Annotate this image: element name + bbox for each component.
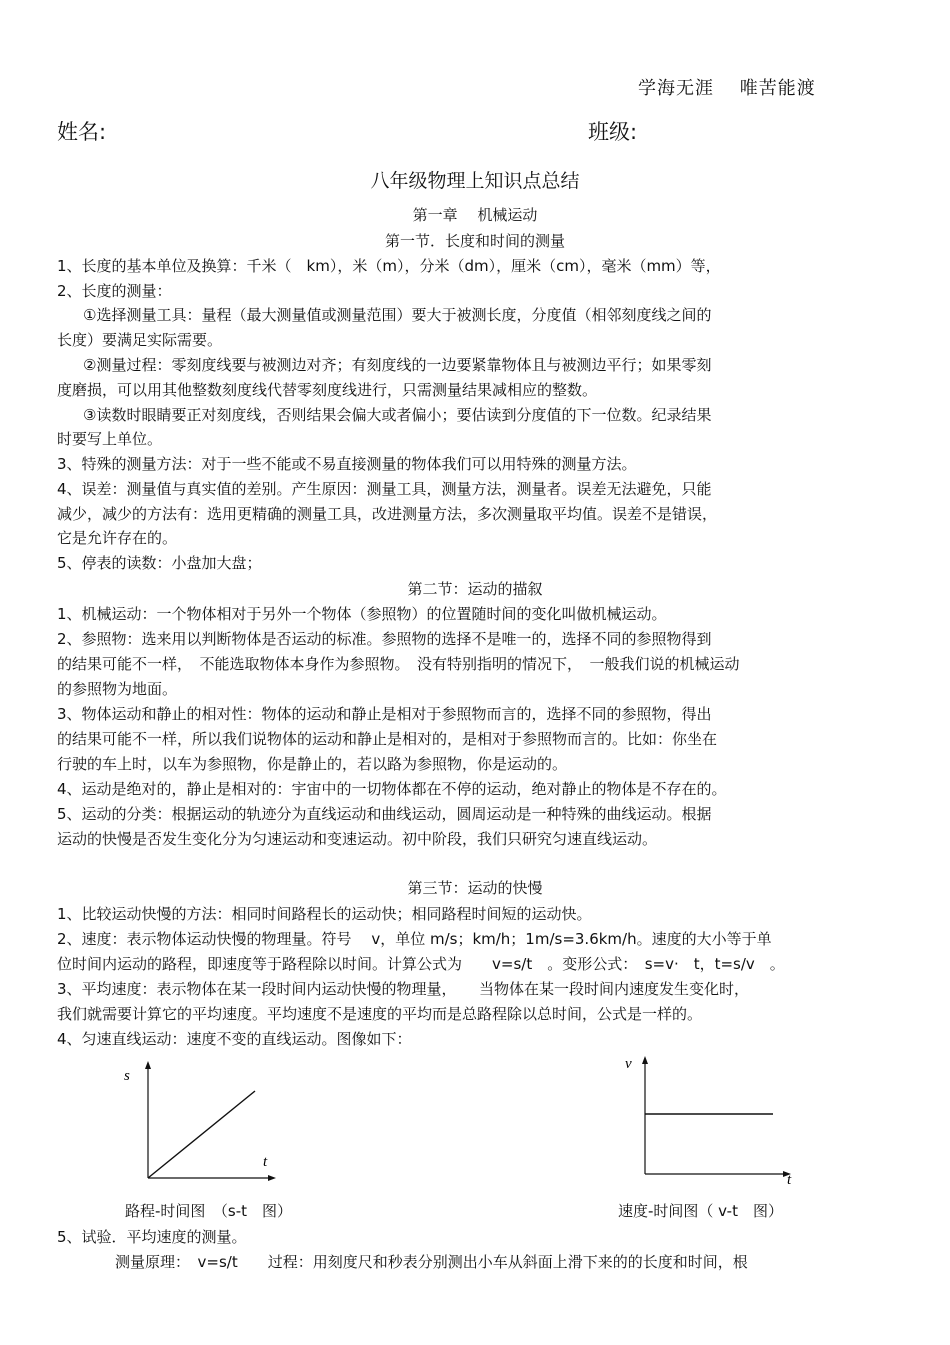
paragraph-line: 3、平均速度：表示物体在某一段时间内运动快慢的物理量， 当物体在某一段时间内速度发生变化时， — [57, 980, 750, 998]
paragraph-line: 的参照物为地面。 — [57, 680, 178, 698]
paragraph-line: 1、长度的基本单位及换算：千米（ km），米（m），分米（dm），厘米（cm），毫米（mm）等， — [57, 257, 721, 275]
st-graph-caption: 路程-时间图 （s-t 图） — [125, 1202, 293, 1220]
paragraph-line: 的结果可能不一样，所以我们说物体的运动和静止是相对的，是相对于参照物而言的。比如：你坐在 — [57, 730, 718, 748]
paragraph-line: 3、物体运动和静止的相对性：物体的运动和静止是相对于参照物而言的，选择不同的参照物，得出 — [57, 705, 712, 723]
paragraph-line: 的结果可能不一样， 不能选取物体本身作为参照物。 没有特别指明的情况下， 一般我们说的机械运动 — [57, 655, 740, 673]
st-x-arrow — [268, 1175, 276, 1181]
paragraph-line: 1、比较运动快慢的方法：相同时间路程长的运动快；相同路程时间短的运动快。 — [57, 905, 592, 923]
paragraph-line: 4、匀速直线运动：速度不变的直线运动。图像如下： — [57, 1030, 412, 1048]
paragraph-line: 5、停表的读数：小盘加大盘； — [57, 554, 262, 572]
document-title: 八年级物理上知识点总结 — [370, 170, 580, 192]
paragraph-line: 时要写上单位。 — [57, 430, 163, 448]
paragraph-line: 2、参照物：选来用以判断物体是否运动的标准。参照物的选择不是唯一的，选择不同的参照物得到 — [57, 630, 712, 648]
st-y-label: s — [124, 1068, 130, 1084]
paragraph-line: 5、试验．平均速度的测量。 — [57, 1228, 247, 1246]
name-label: 姓名: — [57, 120, 107, 144]
paragraph-line: 运动的快慢是否发生变化分为匀速运动和变速运动。初中阶段，我们只研究匀速直线运动。 — [57, 830, 658, 848]
paragraph-line: 测量原理： v=s/t 过程：用刻度尺和秒表分别测出小车从斜面上滑下来的的长度和时间，根 — [115, 1253, 748, 1271]
paragraph-line: ①选择测量工具：量程（最大测量值或测量范围）要大于被测长度，分度值（相邻刻度线之间的 — [83, 306, 712, 324]
chapter-heading: 第一章 机械运动 — [412, 206, 538, 224]
vt-y-arrow — [642, 1056, 648, 1064]
section1-heading: 第一节．长度和时间的测量 — [384, 232, 565, 250]
paragraph-line: 2、长度的测量： — [57, 282, 172, 300]
st-y-arrow — [145, 1061, 151, 1069]
paragraph-line: 1、机械运动：一个物体相对于另外一个物体（参照物）的位置随时间的变化叫做机械运动。 — [57, 605, 667, 623]
section2-heading: 第二节：运动的描叙 — [407, 580, 543, 598]
paragraph-line: 3、特殊的测量方法：对于一些不能或不易直接测量的物体我们可以用特殊的测量方法。 — [57, 455, 637, 473]
header-motto: 学海无涯 唯苦能渡 — [638, 78, 816, 99]
paragraph-line: 我们就需要计算它的平均速度。平均速度不是速度的平均而是总路程除以总时间，公式是一样的。 — [57, 1005, 703, 1023]
paragraph-line: 长度）要满足实际需要。 — [57, 331, 223, 349]
paragraph-line: 位时间内运动的路程，即速度等于路程除以时间。计算公式为 v=s/t 。变形公式： s=v· t，t=s/v 。 — [57, 955, 785, 973]
paragraph-line: 度磨损，可以用其他整数刻度线代替零刻度线进行，只需测量结果减相应的整数。 — [57, 381, 598, 399]
paragraph-line: 5、运动的分类：根据运动的轨迹分为直线运动和曲线运动，圆周运动是一种特殊的曲线运动。根据 — [57, 805, 712, 823]
vt-x-label: t — [787, 1172, 792, 1188]
st-line — [148, 1091, 255, 1178]
st-x-label: t — [263, 1154, 268, 1170]
vt-graph — [615, 1050, 805, 1190]
paragraph-line: 行驶的车上时，以车为参照物，你是静止的，若以路为参照物，你是运动的。 — [57, 755, 568, 773]
paragraph-line: 2、速度：表示物体运动快慢的物理量。符号 v，单位 m/s；km/h；1m/s=3.6km/h。速度的大小等于单 — [57, 930, 772, 948]
vt-y-label: v — [625, 1056, 632, 1072]
paragraph-line: ②测量过程：零刻度线要与被测边对齐；有刻度线的一边要紧靠物体且与被测边平行；如果零刻 — [83, 356, 712, 374]
vt-graph-caption: 速度-时间图（ v-t 图） — [618, 1202, 783, 1220]
section3-heading: 第三节：运动的快慢 — [407, 879, 543, 897]
paragraph-line: 4、误差：测量值与真实值的差别。产生原因：测量工具，测量方法，测量者。误差无法避免，只能 — [57, 480, 712, 498]
paragraph-line: 4、运动是绝对的，静止是相对的：宇宙中的一切物体都在不停的运动，绝对静止的物体是不存在的。 — [57, 780, 727, 798]
paragraph-line: 它是允许存在的。 — [57, 529, 178, 547]
paragraph-line: ③读数时眼睛要正对刻度线，否则结果会偏大或者偏小；要估读到分度值的下一位数。纪录结果 — [83, 406, 712, 424]
paragraph-line: 减少，减少的方法有：选用更精确的测量工具，改进测量方法，多次测量取平均值。误差不是错误， — [57, 505, 718, 523]
st-graph — [110, 1058, 280, 1188]
class-label: 班级: — [588, 120, 638, 144]
